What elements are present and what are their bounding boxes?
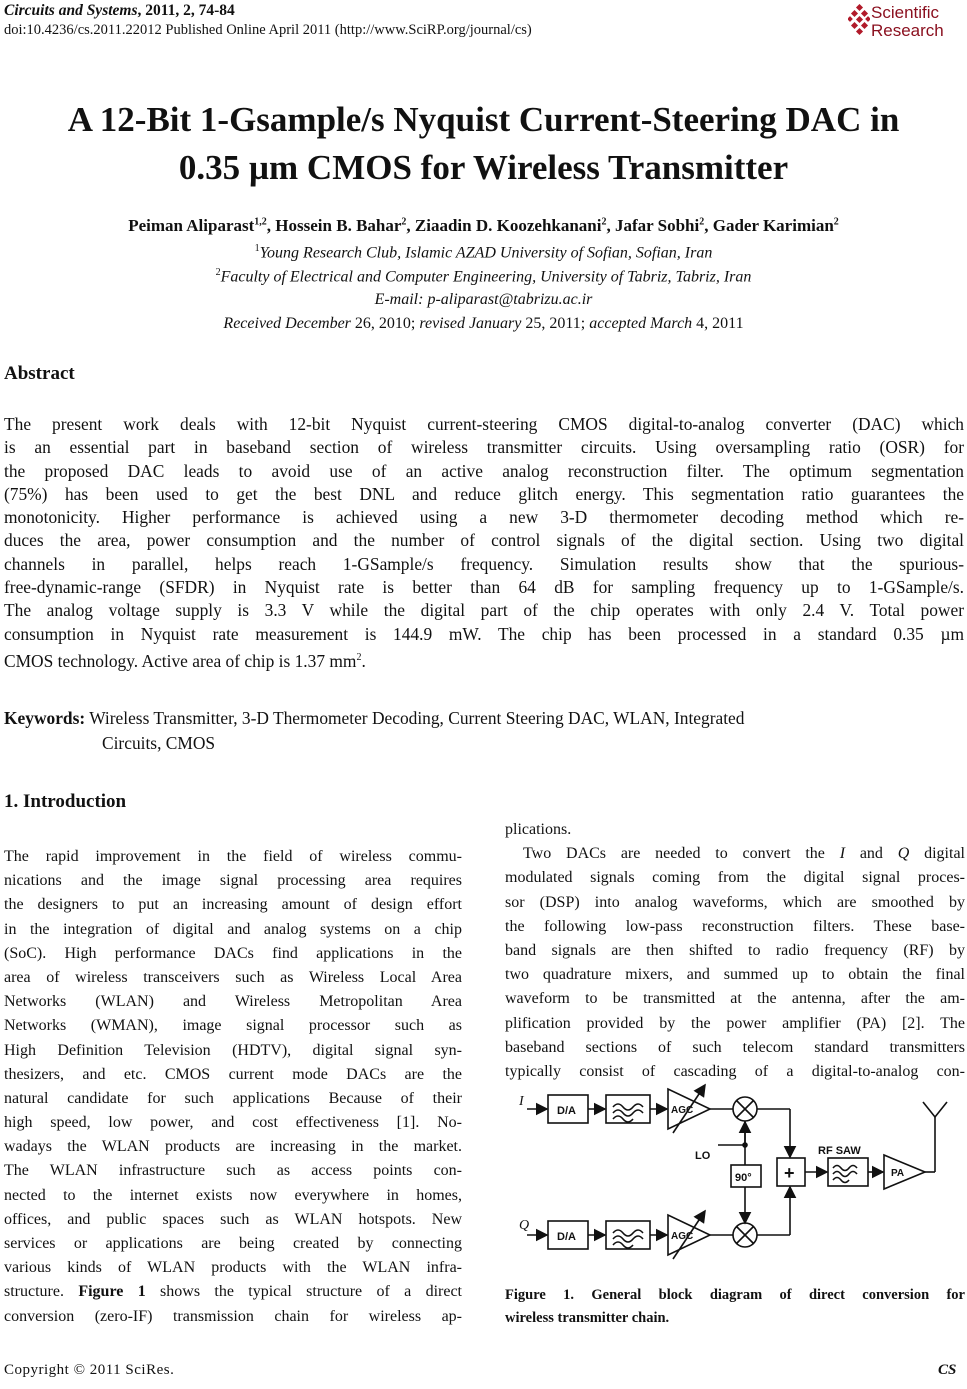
abstract-line: the proposed DAC leads to avoid use of an active analog reconstruction filter. The optimum segmentation	[4, 460, 964, 481]
body-line: various kinds of WLAN products with the WLAN infra-	[4, 1259, 462, 1277]
email-address: : p-aliparast@tabrizu.ac.ir	[418, 291, 593, 308]
figure-1-diagram	[505, 1005, 965, 1275]
section-heading: 1. Introduction	[4, 791, 127, 812]
abstract-body	[4, 413, 964, 669]
revised-label: revised January	[419, 315, 522, 332]
journal-name: Circuits and Systems	[4, 2, 138, 19]
keywords	[4, 707, 744, 730]
text-fragment: shows the typical structure of a direct	[145, 1283, 463, 1301]
author-name: Ziaadin D. Koozehkanani	[414, 216, 602, 235]
logo-mark-icon	[848, 4, 870, 42]
rf-saw-label: RF SAW	[818, 1145, 861, 1157]
dac-label-top: D/A	[557, 1105, 576, 1117]
body-line: (SoC). High performance DACs find applications in the	[4, 944, 462, 962]
body-line: offices, and public spaces such as WLAN hotspots. New	[4, 1210, 462, 1228]
affil-text: Young Research Club, Islamic AZAD University of Sofian, Sofian, Iran	[259, 244, 713, 262]
doi-line: doi:10.4236/cs.2011.22012 Published Online April 2011 (http://www.SciRP.org/journal/cs)	[4, 22, 532, 38]
abstract-last-text: CMOS technology. Active area of chip is 1.37 mm	[4, 650, 357, 671]
abstract-line: is an essential part in baseband section of wireless transmitter circuits. Using oversampling ratio (OSR) for	[4, 437, 964, 458]
body-line: baseband sections of such telecom standard transmitters	[505, 1038, 965, 1056]
caption-line-1: Figure 1. General block diagram of direct conversion for	[505, 1287, 965, 1303]
author-affil-sup: 1,2	[254, 216, 267, 228]
abstract-line: channels in parallel, helps reach 1-GSample/s frequency. Simulation results show that the spurious-	[4, 553, 964, 574]
keywords-line-2: Circuits, CMOS	[102, 733, 216, 753]
abstract-line: monotonicity. Higher performance is achieved using a new 3-D thermometer decoding method which re-	[4, 507, 964, 528]
figure-reference: Figure 1	[78, 1283, 146, 1301]
email-line	[0, 291, 967, 309]
block-diagram-svg	[505, 1005, 965, 1275]
affil-sup: 1	[254, 243, 260, 254]
italic-symbol: I	[839, 845, 846, 863]
body-line: in the integration of digital and analog systems on a chip	[4, 920, 462, 938]
body-line: The rapid improvement in the field of wireless commu-	[4, 848, 462, 865]
body-line: typically consist of cascading of a digital-to-analog con-	[505, 1062, 965, 1080]
accepted-date: 4, 2011	[692, 315, 744, 332]
body-line: Networks (WLAN) and Wireless Metropolitan Area	[4, 993, 462, 1011]
author-separator: ,	[704, 216, 713, 235]
title-line-2: 0.35 µm CMOS for Wireless Transmitter	[178, 148, 789, 187]
body-line: High Definition Television (HDTV), digital signal syn-	[4, 1041, 462, 1059]
abstract-heading: Abstract	[4, 363, 75, 384]
body-line: the following low-pass reconstruction filters. These base-	[505, 917, 965, 935]
sum-label: +	[784, 1163, 795, 1183]
abstract-line: duces the area, power consumption and the number of control signals of the digital section. Using two digital	[4, 530, 964, 551]
abstract-end: .	[361, 650, 366, 671]
body-line: The WLAN infrastructure such as access points con-	[4, 1162, 462, 1180]
figure-caption	[505, 1284, 965, 1329]
author-affil-sup: 2	[833, 216, 839, 228]
pa-label: PA	[891, 1168, 905, 1179]
author-name: Jafar Sobhi	[614, 216, 700, 235]
text-fragment: structure.	[4, 1283, 79, 1301]
body-line: nected to the internet exists now everywhere in homes,	[4, 1186, 462, 1204]
body-line: high speed, low power, and cost effectiveness [1]. No-	[4, 1114, 462, 1132]
abstract-line: The analog voltage supply is 3.3 V while the digital part of the chip operates with only 2.4 V. Total power	[4, 600, 964, 621]
publisher-logo	[848, 2, 966, 42]
abstract-line: The present work deals with 12-bit Nyquist current-steering CMOS digital-to-analog converter (DAC) which	[4, 414, 964, 434]
body-line: the designers to put an increasing amount of design effort	[4, 896, 462, 914]
abstract-line: free-dynamic-range (SFDR) in Nyquist rate is better than 64 dB for sampling frequency up to 1-GSample/s.	[4, 577, 964, 598]
agc-label-top: AGC	[671, 1105, 694, 1116]
abstract-line	[4, 646, 964, 669]
paper-title	[0, 96, 967, 192]
body-line	[505, 842, 965, 866]
body-line: thesizers, and etc. CMOS current mode DACs are the	[4, 1065, 462, 1083]
revised-date: 25, 2011;	[521, 315, 590, 332]
caption-line-2: wireless transmitter chain.	[505, 1309, 670, 1326]
body-line: services or applications are being created by connecting	[4, 1235, 462, 1252]
body-line: wadays the WLAN products are increasing in the market.	[4, 1138, 462, 1156]
author-name: Peiman Aliparast	[128, 216, 255, 235]
keywords-line-1: Wireless Transmitter, 3-D Thermometer Decoding, Current Steering DAC, WLAN, Integrated	[85, 708, 745, 728]
affiliation-2	[0, 267, 967, 286]
body-line: band signals are then shifted to radio frequency (RF) by	[505, 941, 965, 959]
body-line: natural candidate for such applications Because of their	[4, 1089, 462, 1107]
body-line: two quadrature mixers, and summed up to obtain the final	[505, 966, 965, 984]
footer-copyright: Copyright © 2011 SciRes.	[4, 1362, 175, 1378]
body-line: Networks (WMAN), image signal processor such as	[4, 1017, 462, 1035]
text-fragment: digital	[909, 845, 965, 863]
left-column	[4, 845, 462, 1329]
affiliation-1	[0, 243, 967, 262]
abstract-line: (75%) has been used to get the best DNL and reduce glitch energy. This segmentation ratio guarantees the	[4, 483, 964, 504]
body-line: waveform to be transmitted at the antenna, after the am-	[505, 990, 965, 1008]
body-line: sor (DSP) into analog waveforms, which are smoothed by	[505, 893, 965, 911]
filter-block-top	[606, 1095, 650, 1123]
body-line: plification provided by the power amplifier (PA) [2]. The	[505, 1014, 965, 1032]
author-separator: ,	[606, 216, 615, 235]
dac-label-bottom: D/A	[557, 1231, 576, 1243]
journal-volume: , 2011, 2, 74-84	[137, 2, 235, 19]
accepted-label: accepted March	[589, 315, 693, 332]
body-line: modulated signals coming from the digital signal proces-	[505, 869, 965, 887]
email-label: E-mail	[374, 291, 419, 308]
label-q: Q	[519, 1218, 530, 1233]
agc-label-bottom: AGC	[671, 1231, 694, 1242]
body-line	[4, 1280, 462, 1304]
keywords-label: Keywords:	[4, 708, 86, 728]
author-name: Hossein B. Bahar	[275, 216, 402, 235]
affil-text: Faculty of Electrical and Computer Engineering, University of Tabriz, Tabriz, Iran	[220, 268, 752, 286]
dates-line	[0, 315, 967, 333]
label-i: I	[519, 1094, 524, 1109]
author-separator: ,	[406, 216, 415, 235]
affil-sup: 2	[215, 267, 221, 278]
logo-text-line2: Research	[871, 21, 944, 40]
phase-label: 90°	[735, 1172, 752, 1184]
body-line: area of wireless transceivers such as Wireless Local Area	[4, 968, 462, 986]
italic-symbol: Q	[897, 845, 910, 863]
body-line: conversion (zero-IF) transmission chain for wireless ap-	[4, 1307, 462, 1325]
antenna-icon	[923, 1102, 947, 1117]
abstract-sup: 2	[356, 651, 362, 663]
footer-journal: CS	[938, 1362, 957, 1378]
lo-label: LO	[695, 1150, 711, 1162]
received-label: Received December	[223, 315, 351, 332]
body-line: nications and the image signal processing area requires	[4, 872, 462, 890]
title-line-1: A 12-Bit 1-Gsample/s Nyquist Current-Steering DAC in	[67, 100, 900, 139]
author-affil-sup: 2	[699, 216, 705, 228]
text-fragment: and	[845, 845, 898, 863]
logo-text-line1: Scientific	[871, 3, 940, 22]
abstract-line: consumption in Nyquist rate measurement is 144.9 mW. The chip has been processed in a standard 0.35 µm	[4, 623, 964, 644]
author-list	[0, 216, 967, 236]
author-name: Gader Karimian	[712, 216, 834, 235]
received-date: 26, 2010;	[350, 315, 420, 332]
author-separator: ,	[266, 216, 276, 235]
filter-block-bottom	[606, 1221, 650, 1249]
journal-header	[4, 2, 235, 20]
author-affil-sup: 2	[401, 216, 407, 228]
body-line: plications.	[505, 821, 572, 838]
author-affil-sup: 2	[601, 216, 607, 228]
text-fragment: Two DACs are needed to convert the	[523, 845, 840, 863]
